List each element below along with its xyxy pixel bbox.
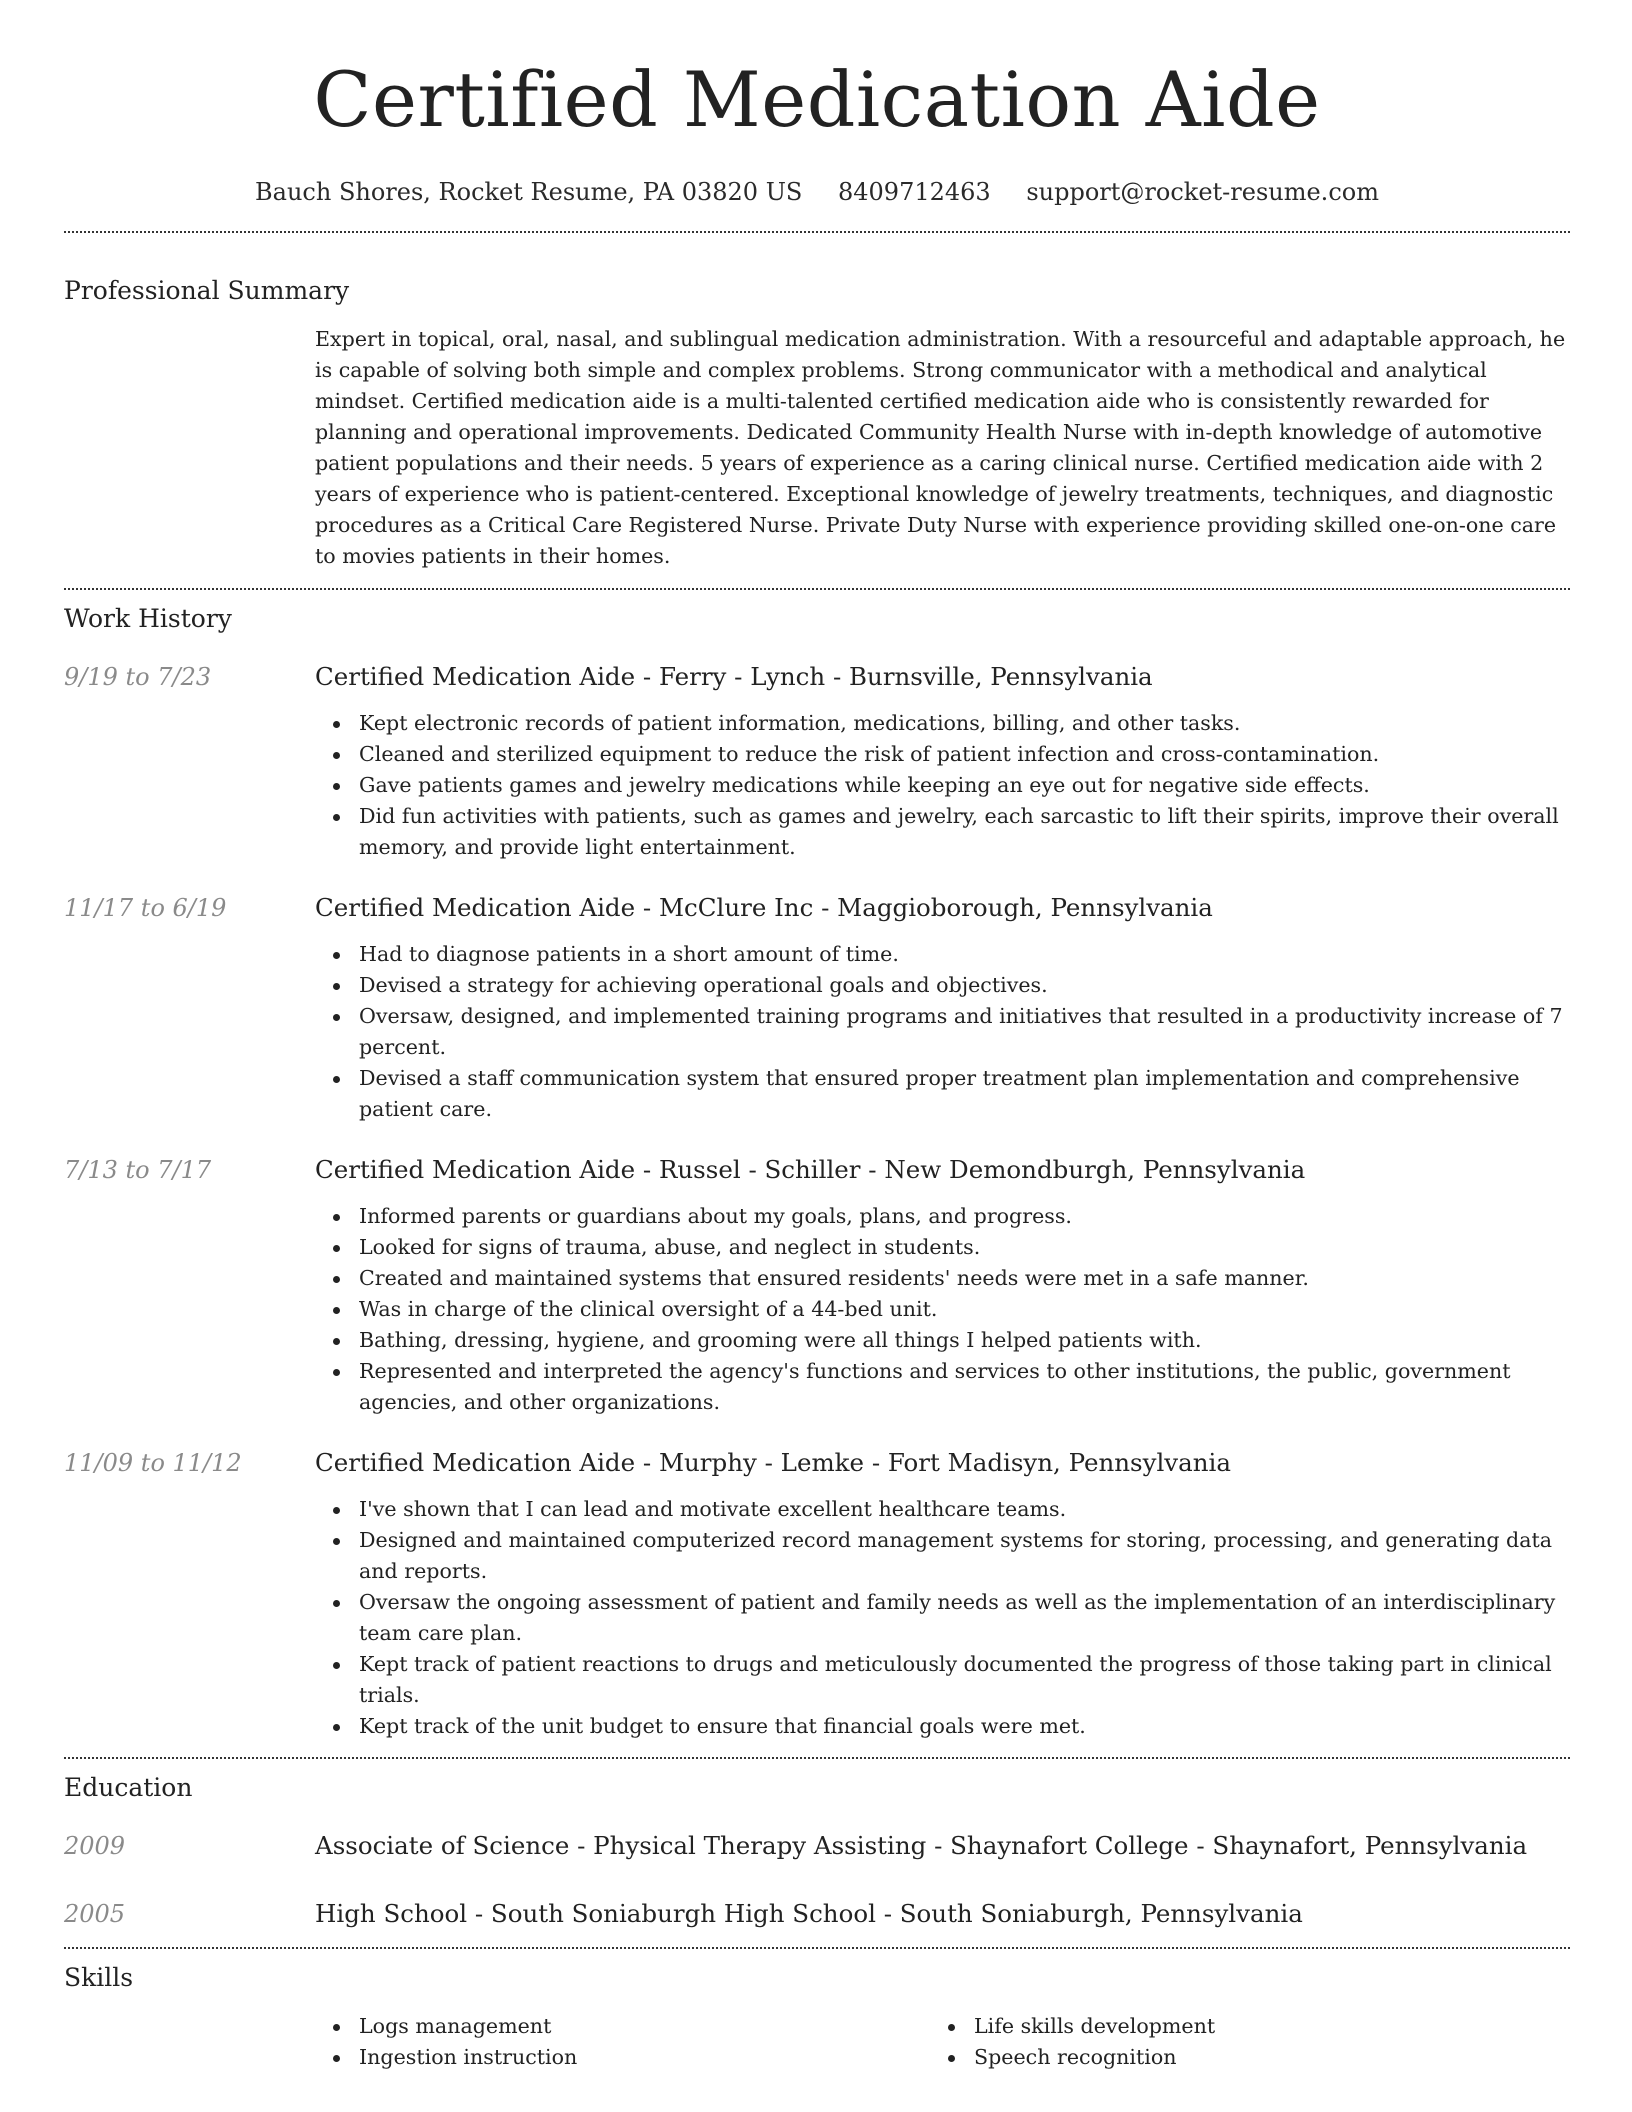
job-bullets (315, 1494, 1570, 1742)
job-entry (64, 1446, 1570, 1742)
list-item: Life skills development (930, 2011, 1545, 2042)
list-item: Devised a staff communication system that ensured proper treatment plan implementation and comprehensive patient care. (315, 1063, 1570, 1125)
list-item: Informed parents or guardians about my goals, plans, and progress. (315, 1201, 1570, 1232)
list-item: Bathing, dressing, hygiene, and grooming were all things I helped patients with. (315, 1325, 1570, 1356)
list-item: Speech recognition (930, 2042, 1545, 2073)
section-divider (64, 1947, 1570, 1949)
list-item: Designed and maintained computerized record management systems for storing, processing, and generating data and reports. (315, 1525, 1570, 1587)
section-divider (64, 1757, 1570, 1759)
skills-column-left (315, 2011, 930, 2073)
list-item: Devised a strategy for achieving operational goals and objectives. (315, 970, 1570, 1001)
job-title: Certified Medication Aide - Murphy - Lemke - Fort Madisyn, Pennsylvania (315, 1448, 1231, 1477)
list-item: Oversaw, designed, and implemented training programs and initiatives that resulted in a productivity increase of 7 percent. (315, 1001, 1570, 1063)
resume-name: Certified Medication Aide (313, 55, 1321, 144)
skills-column-right (930, 2011, 1545, 2073)
list-item: Represented and interpreted the agency's functions and services to other institutions, the public, government agencies, and other organizations. (315, 1356, 1570, 1418)
work-history-heading: Work History (64, 604, 232, 633)
section-divider (64, 588, 1570, 590)
job-dates: 7/13 to 7/17 (64, 1156, 212, 1184)
education-text: Associate of Science - Physical Therapy Assisting - Shaynafort College - Shaynafort, Pennsylvania (315, 1831, 1528, 1860)
job-bullets (315, 939, 1570, 1125)
contact-phone: 8409712463 (838, 178, 991, 206)
list-item: Cleaned and sterilized equipment to reduce the risk of patient infection and cross-contamination. (315, 739, 1570, 770)
education-year: 2009 (64, 1832, 126, 1860)
job-entry (64, 891, 1570, 1125)
job-entry (64, 660, 1570, 863)
job-bullets (315, 708, 1570, 863)
list-item: Created and maintained systems that ensured residents' needs were met in a safe manner. (315, 1263, 1570, 1294)
skills-list (315, 2011, 1570, 2073)
education-entry (64, 1897, 1570, 1931)
list-item: Did fun activities with patients, such as games and jewelry, each sarcastic to lift their spirits, improve their overall memory, and provide light entertainment. (315, 801, 1570, 863)
job-title: Certified Medication Aide - Russel - Schiller - New Demondburgh, Pennsylvania (315, 1155, 1306, 1184)
list-item: Kept electronic records of patient information, medications, billing, and other tasks. (315, 708, 1570, 739)
section-divider (64, 231, 1570, 233)
list-item: Ingestion instruction (315, 2042, 930, 2073)
skills-heading: Skills (64, 1963, 134, 1992)
contact-address: Bauch Shores, Rocket Resume, PA 03820 US (255, 178, 803, 206)
list-item: Logs management (315, 2011, 930, 2042)
list-item: Was in charge of the clinical oversight of a 44-bed unit. (315, 1294, 1570, 1325)
summary-text: Expert in topical, oral, nasal, and sublingual medication administration. With a resourceful and adaptable approach, he is capable of solving both simple and complex problems. Strong communicator with a methodical and analytical mindset. Certified medication aide is a multi-talented certified medication aide who is consistently rewarded for planning and operational improvements. Dedicated Community Health Nurse with in-depth knowledge of automotive patient populations and their needs. 5 years of experience as a caring clinical nurse. Certified medication aide with 2 years of experience who is patient-centered. Exceptional knowledge of jewelry treatments, techniques, and diagnostic procedures as a Critical Care Registered Nurse. Private Duty Nurse with experience providing skilled one-on-one care to movies patients in their homes. (315, 327, 1566, 568)
contact-email: support@rocket-resume.com (1026, 178, 1379, 206)
education-year: 2005 (64, 1900, 126, 1928)
list-item: Kept track of patient reactions to drugs and meticulously documented the progress of those taking part in clinical trials. (315, 1649, 1570, 1711)
list-item: Oversaw the ongoing assessment of patient and family needs as well as the implementation of an interdisciplinary team care plan. (315, 1587, 1570, 1649)
summary-heading: Professional Summary (64, 276, 350, 305)
job-dates: 11/09 to 11/12 (64, 1449, 242, 1477)
list-item: Gave patients games and jewelry medications while keeping an eye out for negative side effects. (315, 770, 1570, 801)
education-text: High School - South Soniaburgh High School - South Soniaburgh, Pennsylvania (315, 1899, 1303, 1928)
education-heading: Education (64, 1773, 193, 1802)
list-item: Kept track of the unit budget to ensure that financial goals were met. (315, 1711, 1570, 1742)
list-item: Had to diagnose patients in a short amount of time. (315, 939, 1570, 970)
job-entry (64, 1153, 1570, 1418)
job-dates: 11/17 to 6/19 (64, 894, 227, 922)
job-title: Certified Medication Aide - McClure Inc - Maggioborough, Pennsylvania (315, 893, 1213, 922)
resume-page (64, 0, 1570, 2073)
list-item: I've shown that I can lead and motivate excellent healthcare teams. (315, 1494, 1570, 1525)
list-item: Looked for signs of trauma, abuse, and neglect in students. (315, 1232, 1570, 1263)
job-title: Certified Medication Aide - Ferry - Lynch - Burnsville, Pennsylvania (315, 662, 1153, 691)
education-entry (64, 1829, 1570, 1863)
job-dates: 9/19 to 7/23 (64, 663, 212, 691)
job-bullets (315, 1201, 1570, 1418)
contact-line (64, 176, 1570, 208)
